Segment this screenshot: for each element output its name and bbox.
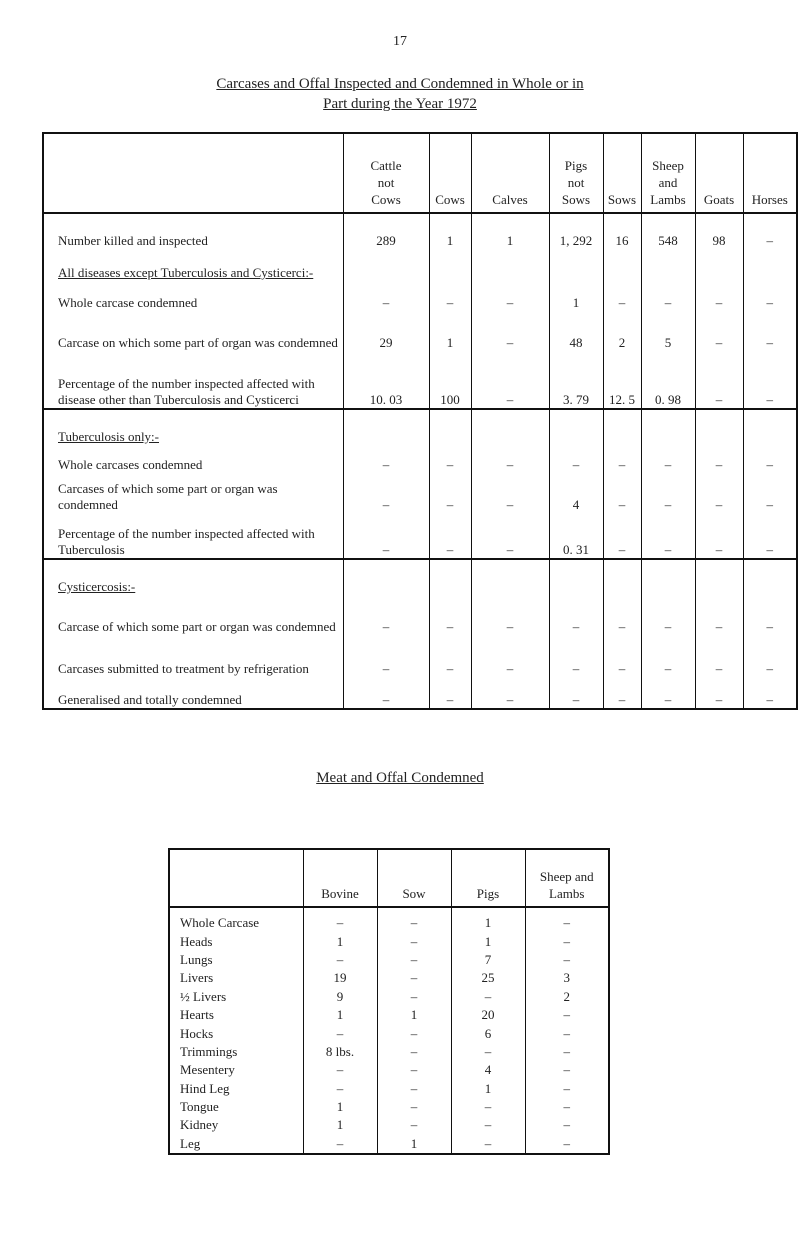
table-cell: –	[743, 513, 797, 559]
table-cell: –	[695, 351, 743, 409]
row-label: Hocks	[169, 1024, 303, 1042]
table-cell: –	[603, 635, 641, 677]
row-label: Carcases of which some part or organ was condemned	[43, 473, 343, 513]
table-row	[169, 1116, 609, 1134]
carcases-inspected-table	[42, 132, 798, 710]
table-cell: –	[451, 1116, 525, 1134]
table-cell: 4	[549, 473, 603, 513]
table-cell: –	[377, 951, 451, 969]
table-row	[169, 951, 609, 969]
table-cell	[603, 249, 641, 281]
table-cell: 1	[451, 932, 525, 950]
table-cell: 1, 292	[549, 213, 603, 249]
table-cell	[549, 249, 603, 281]
table-cell: –	[343, 281, 429, 311]
table-cell: 8 lbs.	[303, 1043, 377, 1061]
table-cell: –	[377, 1116, 451, 1134]
table-cell: –	[695, 311, 743, 351]
table-cell: –	[743, 635, 797, 677]
row-label: Lungs	[169, 951, 303, 969]
table-cell: –	[471, 513, 549, 559]
row-label: Percentage of the number inspected affected with Tuberculosis	[43, 513, 343, 559]
table-cell: 1	[303, 932, 377, 950]
table-cell: –	[695, 635, 743, 677]
table-cell: –	[641, 595, 695, 635]
table-cell: –	[525, 1061, 609, 1079]
table-row	[169, 1080, 609, 1098]
table-row	[169, 1098, 609, 1116]
table-cell: 16	[603, 213, 641, 249]
table-cell: 0. 98	[641, 351, 695, 409]
table-cell: 289	[343, 213, 429, 249]
table-cell: 6	[451, 1024, 525, 1042]
table-cell: –	[641, 473, 695, 513]
table-cell: 3. 79	[549, 351, 603, 409]
row-label: Mesentery	[169, 1061, 303, 1079]
table-cell: –	[429, 281, 471, 311]
table-cell: –	[303, 1024, 377, 1042]
table-cell	[471, 249, 549, 281]
table-cell: –	[451, 1043, 525, 1061]
table-cell: 1	[549, 281, 603, 311]
table-row	[169, 907, 609, 932]
column-header: Sows	[603, 133, 641, 213]
section-heading: Cysticercosis:-	[58, 579, 136, 594]
table-cell: 3	[525, 969, 609, 987]
table-cell: –	[343, 473, 429, 513]
table-cell: –	[695, 677, 743, 709]
table-cell: 1	[303, 1116, 377, 1134]
table-cell: –	[743, 677, 797, 709]
table-cell: –	[641, 445, 695, 473]
table-row	[169, 969, 609, 987]
table-row	[43, 249, 797, 281]
table-row	[43, 213, 797, 249]
table-cell: 5	[641, 311, 695, 351]
page-number: 17	[393, 34, 407, 49]
table-cell	[429, 409, 471, 445]
table-cell: –	[743, 213, 797, 249]
row-label: ½ Livers	[169, 988, 303, 1006]
table-cell: 9	[303, 988, 377, 1006]
table-cell	[641, 559, 695, 595]
table-cell: –	[603, 445, 641, 473]
row-label: Number killed and inspected	[43, 213, 343, 249]
table-cell: –	[525, 951, 609, 969]
row-label: Carcases submitted to treatment by refrigeration	[43, 635, 343, 677]
row-label: Whole carcases condemned	[43, 445, 343, 473]
table-row	[169, 1024, 609, 1042]
row-label: Percentage of the number inspected affected with disease other than Tuberculosis and Cysticerci	[43, 351, 343, 409]
table-cell: 548	[641, 213, 695, 249]
column-header: Pigs	[451, 849, 525, 907]
table-cell	[695, 249, 743, 281]
section-heading: All diseases except Tuberculosis and Cysticerci:-	[58, 265, 314, 280]
table-cell: 98	[695, 213, 743, 249]
table-cell: –	[471, 635, 549, 677]
page-title-line-2: Part during the Year 1972	[323, 96, 477, 112]
table-cell: –	[743, 281, 797, 311]
table-row	[169, 1135, 609, 1154]
table-cell: –	[343, 445, 429, 473]
table-cell: –	[451, 1098, 525, 1116]
column-header: Cattle not Cows	[343, 133, 429, 213]
table-cell: –	[743, 595, 797, 635]
table-row	[43, 677, 797, 709]
row-label: Trimmings	[169, 1043, 303, 1061]
table-cell: –	[695, 445, 743, 473]
column-header: Bovine	[303, 849, 377, 907]
table-row	[169, 932, 609, 950]
column-header: Calves	[471, 133, 549, 213]
table-cell: 25	[451, 969, 525, 987]
table-cell: –	[471, 473, 549, 513]
row-label: Whole Carcase	[169, 907, 303, 932]
table-cell: –	[429, 513, 471, 559]
table-cell: –	[525, 1116, 609, 1134]
table-cell: 0. 31	[549, 513, 603, 559]
table-cell: –	[429, 473, 471, 513]
table-cell: –	[451, 988, 525, 1006]
table-cell: –	[471, 281, 549, 311]
table-cell: 20	[451, 1006, 525, 1024]
row-label: Livers	[169, 969, 303, 987]
row-label: Carcase of which some part or organ was condemned	[43, 595, 343, 635]
table-cell: 19	[303, 969, 377, 987]
column-header	[43, 133, 343, 213]
table-cell: –	[743, 445, 797, 473]
table-cell: –	[549, 595, 603, 635]
column-header: Goats	[695, 133, 743, 213]
table-cell: –	[377, 1080, 451, 1098]
table-cell: –	[377, 907, 451, 932]
row-label: Tongue	[169, 1098, 303, 1116]
table-cell: 10. 03	[343, 351, 429, 409]
table-row	[43, 351, 797, 409]
table-row	[43, 513, 797, 559]
table-cell: –	[603, 513, 641, 559]
table-cell	[343, 559, 429, 595]
column-header: Sheep and Lambs	[641, 133, 695, 213]
row-label: Whole carcase condemned	[43, 281, 343, 311]
table-cell: –	[603, 473, 641, 513]
row-label: Hearts	[169, 1006, 303, 1024]
table-cell: –	[525, 1135, 609, 1154]
table-cell: –	[743, 351, 797, 409]
table-cell: –	[641, 513, 695, 559]
table-cell: –	[525, 1024, 609, 1042]
table-row	[43, 311, 797, 351]
table-cell: –	[343, 677, 429, 709]
table-cell: 1	[377, 1006, 451, 1024]
table-cell: –	[695, 281, 743, 311]
table-cell	[429, 559, 471, 595]
table-row	[43, 473, 797, 513]
table-cell: –	[429, 445, 471, 473]
table-cell: –	[343, 513, 429, 559]
table-row	[43, 409, 797, 445]
table-cell: –	[471, 311, 549, 351]
table-cell: 48	[549, 311, 603, 351]
table-cell	[549, 409, 603, 445]
table-cell: –	[303, 1135, 377, 1154]
table-cell	[743, 559, 797, 595]
table-cell: –	[377, 1043, 451, 1061]
table-cell: –	[603, 677, 641, 709]
column-header: Horses	[743, 133, 797, 213]
table-cell: –	[695, 473, 743, 513]
table-cell	[641, 249, 695, 281]
table-cell: 29	[343, 311, 429, 351]
table-cell: –	[471, 677, 549, 709]
table-cell	[549, 559, 603, 595]
column-header: Sow	[377, 849, 451, 907]
table-cell: 4	[451, 1061, 525, 1079]
table-cell: –	[603, 595, 641, 635]
table-cell: –	[429, 635, 471, 677]
table-cell: 1	[303, 1006, 377, 1024]
table-cell: –	[303, 907, 377, 932]
table-cell: –	[377, 932, 451, 950]
table-cell: –	[695, 513, 743, 559]
table-cell: –	[695, 595, 743, 635]
row-label: Generalised and totally condemned	[43, 677, 343, 709]
table-cell: –	[603, 281, 641, 311]
table-cell: –	[549, 677, 603, 709]
table-cell: –	[303, 951, 377, 969]
table-cell: 1	[451, 907, 525, 932]
table-cell: –	[471, 445, 549, 473]
table-cell	[343, 409, 429, 445]
table-cell: 100	[429, 351, 471, 409]
row-label	[43, 249, 343, 281]
table-cell	[603, 559, 641, 595]
row-label: Heads	[169, 932, 303, 950]
meat-offal-title: Meat and Offal Condemned	[316, 770, 484, 786]
table-cell: –	[525, 1080, 609, 1098]
table-cell: –	[377, 1098, 451, 1116]
table-cell	[471, 409, 549, 445]
table-cell: –	[641, 635, 695, 677]
table-row	[169, 1006, 609, 1024]
table-cell: –	[429, 677, 471, 709]
row-label: Carcase on which some part of organ was condemned	[43, 311, 343, 351]
table-cell	[429, 249, 471, 281]
table-cell: 7	[451, 951, 525, 969]
table-cell	[695, 409, 743, 445]
table-cell	[743, 409, 797, 445]
table-cell: –	[549, 635, 603, 677]
table-cell: –	[303, 1061, 377, 1079]
table-cell: –	[743, 311, 797, 351]
table-cell: –	[525, 1006, 609, 1024]
column-header: Pigs not Sows	[549, 133, 603, 213]
section-heading: Tuberculosis only:-	[58, 429, 159, 444]
table-cell: 1	[471, 213, 549, 249]
table-cell: –	[525, 932, 609, 950]
table-cell: –	[377, 988, 451, 1006]
table-cell: 2	[603, 311, 641, 351]
table-cell: 1	[429, 213, 471, 249]
table-cell: –	[471, 595, 549, 635]
table-cell: –	[641, 281, 695, 311]
table-cell: –	[377, 1024, 451, 1042]
table-row	[43, 635, 797, 677]
column-header: Sheep and Lambs	[525, 849, 609, 907]
table-cell: –	[377, 969, 451, 987]
table-cell	[471, 559, 549, 595]
row-label	[43, 409, 343, 445]
table-cell: –	[743, 473, 797, 513]
meat-offal-condemned-table	[168, 848, 610, 1155]
table-cell: –	[343, 635, 429, 677]
column-header	[169, 849, 303, 907]
table-cell: –	[641, 677, 695, 709]
table-cell: –	[549, 445, 603, 473]
table-cell: –	[343, 595, 429, 635]
table-cell	[695, 559, 743, 595]
table-cell: 2	[525, 988, 609, 1006]
table-row	[43, 559, 797, 595]
table-row	[169, 1043, 609, 1061]
table-cell: –	[525, 1043, 609, 1061]
table-row	[43, 595, 797, 635]
table-cell	[743, 249, 797, 281]
table-cell	[641, 409, 695, 445]
column-header: Cows	[429, 133, 471, 213]
table-cell: –	[471, 351, 549, 409]
table-cell	[603, 409, 641, 445]
table-row	[169, 988, 609, 1006]
row-label: Leg	[169, 1135, 303, 1154]
table-cell: 1	[429, 311, 471, 351]
table-cell: –	[451, 1135, 525, 1154]
row-label: Kidney	[169, 1116, 303, 1134]
table-row	[43, 445, 797, 473]
row-label	[43, 559, 343, 595]
row-label: Hind Leg	[169, 1080, 303, 1098]
table-cell: 1	[303, 1098, 377, 1116]
page-title-line-1: Carcases and Offal Inspected and Condemned in Whole or in	[216, 76, 584, 92]
table-cell: –	[377, 1061, 451, 1079]
table-cell: –	[303, 1080, 377, 1098]
table-cell: 12. 5	[603, 351, 641, 409]
table-cell: 1	[451, 1080, 525, 1098]
table-cell: –	[525, 907, 609, 932]
table-cell: –	[429, 595, 471, 635]
table-cell	[343, 249, 429, 281]
table-row	[169, 1061, 609, 1079]
table-cell: –	[525, 1098, 609, 1116]
table-cell: 1	[377, 1135, 451, 1154]
table-row	[43, 281, 797, 311]
